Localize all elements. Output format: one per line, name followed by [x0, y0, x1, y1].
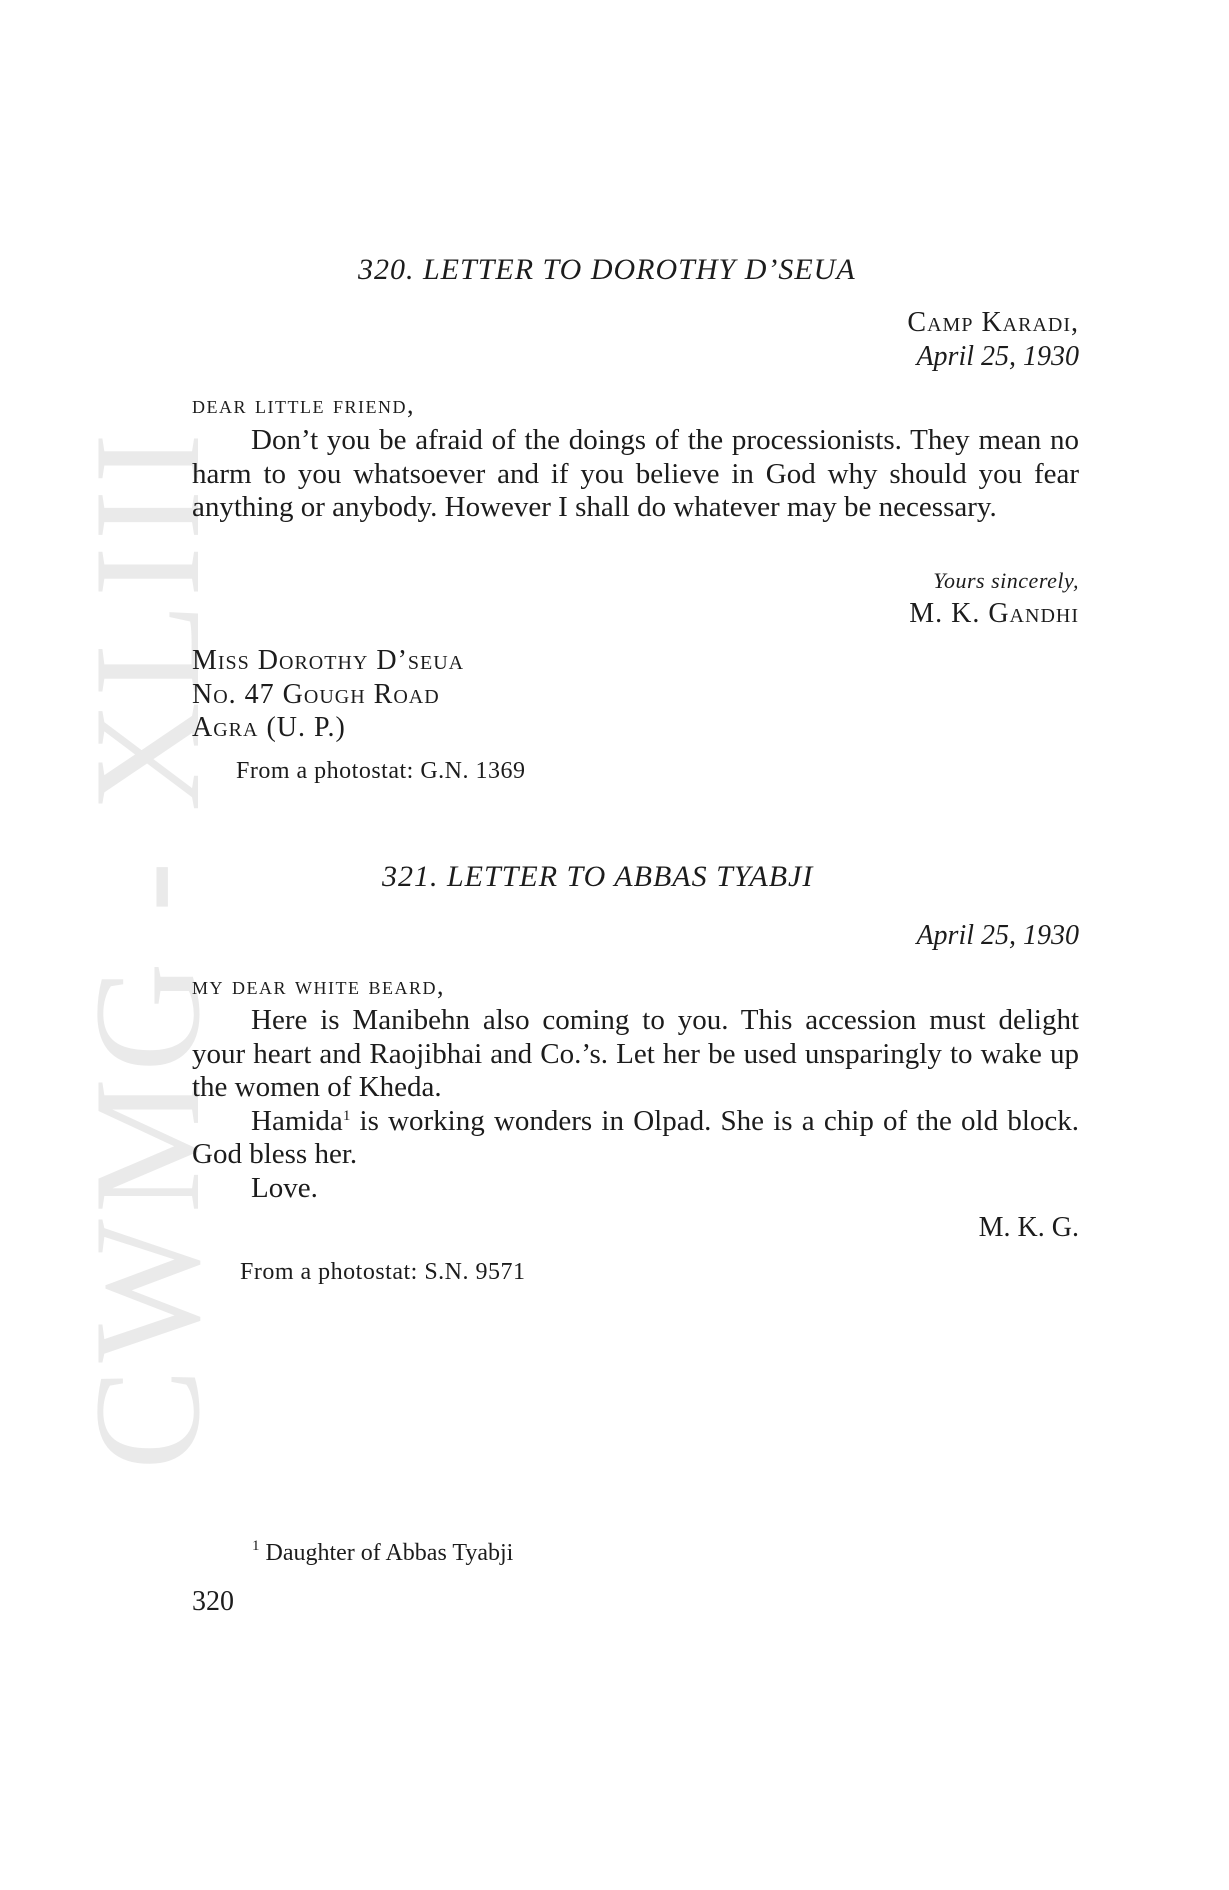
footnote-text: Daughter of Abbas Tyabji [265, 1540, 514, 1566]
letter-321-paragraph-2-text: is working wonders in Olpad. She is a chip of the old block. God bless her. [192, 1104, 1079, 1170]
letter-321-paragraph-1: Here is Manibehn also coming to you. This accession must delight your heart and Raojibhai and Co.’s. Let her be used unsparingly to wake up the women of Kheda. [192, 1004, 1079, 1103]
letter-321-body [192, 1004, 1079, 1205]
footnote [252, 1540, 513, 1567]
page-number: 320 [192, 1586, 234, 1617]
letter-321-paragraph-2 [192, 1105, 1079, 1172]
footnote-mark: 1 [252, 1538, 260, 1554]
letter-320-signature: M. K. Gandhi [909, 598, 1079, 629]
letter-320-source: From a photostat: G.N. 1369 [236, 758, 526, 784]
letter-321-salutation: my dear white beard, [192, 971, 445, 1000]
letter-320-date: April 25, 1930 [916, 341, 1079, 372]
letter-320-place: Camp Karadi, [907, 307, 1079, 338]
letter-321-date: April 25, 1930 [916, 920, 1079, 951]
letter-321-signature: M. K. G. [978, 1212, 1079, 1243]
watermark: CWMG - XLIII [63, 427, 231, 1470]
letter-320-paragraph: Don’t you be afraid of the doings of the processionists. They mean no harm to you whatsoever and if you believe in God why should you fear anything or anybody. However I shall do whatever may be necessary. [192, 424, 1079, 523]
letter-320-address-line-3: Agra (U. P.) [192, 712, 346, 743]
letter-320-salutation: dear little friend, [192, 390, 415, 419]
letter-321-source: From a photostat: S.N. 9571 [240, 1259, 526, 1285]
letter-320-body [192, 424, 1079, 525]
letter-321-title: 321. LETTER TO ABBAS TYABJI [382, 860, 814, 893]
letter-320-closing: Yours sincerely, [933, 568, 1079, 593]
hamida-name: Hamida [251, 1104, 343, 1137]
letter-320-title: 320. LETTER TO DOROTHY D’SEUA [358, 253, 856, 286]
footnote-reference: 1 [342, 1107, 351, 1124]
letter-321-paragraph-3: Love. [251, 1171, 318, 1204]
letter-320-address-line-2: No. 47 Gough Road [192, 679, 440, 710]
letter-320-address-line-1: Miss Dorothy D’seua [192, 645, 465, 676]
